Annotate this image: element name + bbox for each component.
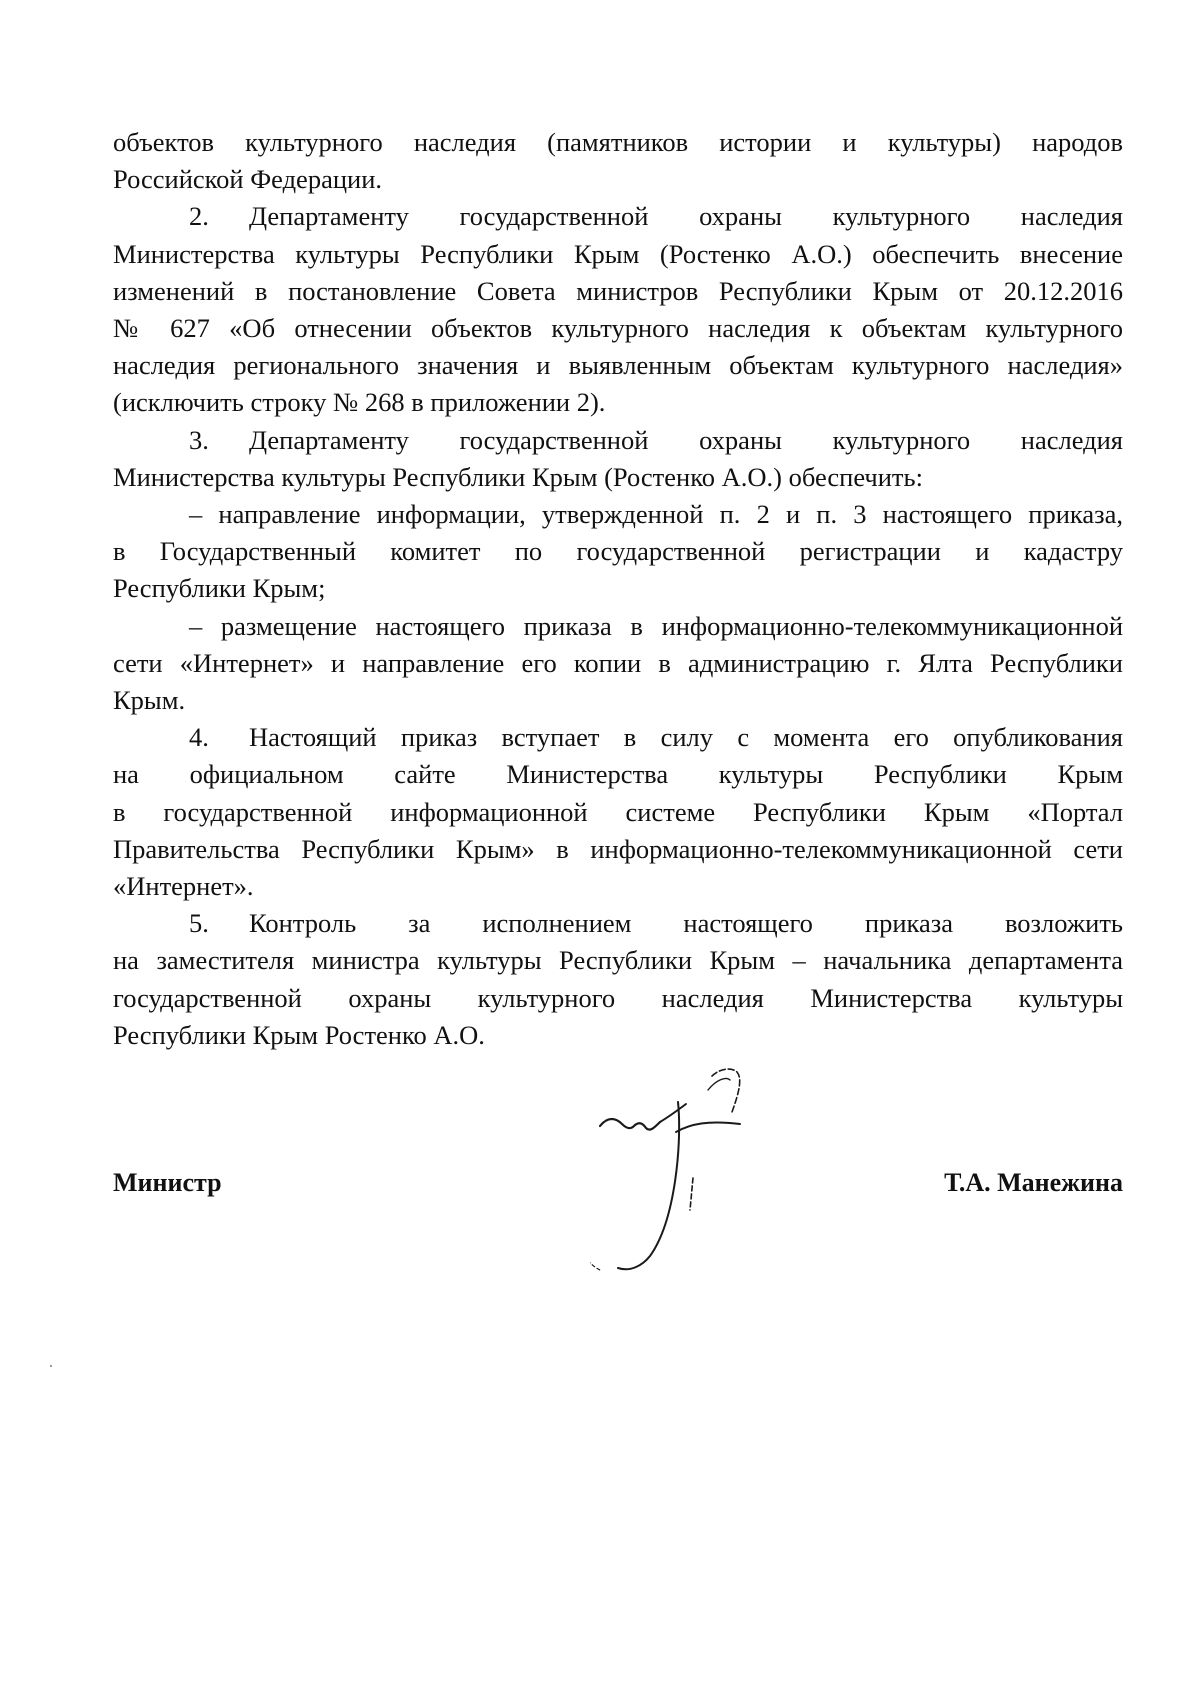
text-line [113, 347, 1123, 384]
text-line [113, 236, 1123, 273]
line-text: Департаменту государственной охраны культурного наследия [249, 201, 1123, 232]
line-text: изменений в постановление Совета министров Республики Крым от 20.12.2016 [113, 275, 1123, 306]
text-line [113, 198, 1123, 235]
line-text: Крым. [113, 685, 186, 716]
text-line [113, 868, 1123, 905]
text-line [113, 794, 1123, 831]
line-text: Правительства Республики Крым» в информационно-телекоммуникационной сети [113, 833, 1123, 864]
line-text: – размещение настоящего приказа в информационно-телекоммуникационной [189, 610, 1123, 641]
text-line [113, 384, 1123, 421]
text-line [113, 161, 1123, 198]
text-line [113, 608, 1123, 645]
text-line [113, 273, 1123, 310]
text-line [113, 422, 1123, 459]
line-text: (исключить строку № 268 в приложении 2). [113, 387, 606, 418]
signatory-title: Министр [113, 1168, 222, 1197]
order-body-text [113, 124, 1123, 1054]
line-text: Республики Крым Ростенко А.О. [113, 1019, 485, 1050]
scan-speck [50, 1365, 52, 1367]
line-text: № 627 «Об отнесении объектов культурного наследия к объектам культурного [113, 313, 1123, 344]
line-text: на официальном сайте Министерства культуры Республики Крым [113, 759, 1123, 790]
line-text: Российской Федерации. [113, 164, 382, 195]
line-text: государственной охраны культурного наследия Министерства культуры [113, 982, 1123, 1013]
line-text: «Интернет». [113, 871, 254, 902]
line-text: – направление информации, утвержденной п. 2 и п. 3 настоящего приказа, [189, 499, 1123, 530]
item-number: 2. [189, 201, 209, 232]
line-text: наследия регионального значения и выявленным объектам культурного наследия» [113, 350, 1123, 381]
text-line [113, 905, 1123, 942]
item-number: 4. [189, 722, 209, 753]
line-text: Министерства культуры Республики Крым (Ростенко А.О.) обеспечить: [113, 461, 923, 492]
line-text: объектов культурного наследия (памятников истории и культуры) народов [113, 127, 1123, 157]
text-line [113, 310, 1123, 347]
line-text: в государственной информационной системе Республики Крым «Портал [113, 796, 1123, 827]
text-line [113, 831, 1123, 868]
line-text: Республики Крым; [113, 573, 326, 604]
signatory-name: Т.А. Манежина [944, 1168, 1123, 1197]
line-text: Департаменту государственной охраны культурного наследия [249, 424, 1123, 455]
text-line [113, 719, 1123, 756]
item-number: 3. [189, 424, 209, 455]
item-number: 5. [189, 908, 209, 939]
line-text: Министерства культуры Республики Крым (Ростенко А.О.) обеспечить внесение [113, 238, 1123, 269]
text-line [113, 124, 1123, 161]
line-text: Контроль за исполнением настоящего приказа возложить [249, 908, 1123, 939]
line-text: Настоящий приказ вступает в силу с момента его опубликования [249, 722, 1123, 753]
text-line [113, 682, 1123, 719]
text-line [113, 645, 1123, 682]
text-line [113, 1017, 1123, 1054]
text-line [113, 459, 1123, 496]
line-text: сети «Интернет» и направление его копии в администрацию г. Ялта Республики [113, 647, 1123, 678]
text-line [113, 942, 1123, 979]
text-line [113, 496, 1123, 533]
text-line [113, 570, 1123, 607]
text-line [113, 980, 1123, 1017]
handwritten-signature [590, 1050, 830, 1330]
line-text: в Государственный комитет по государственной регистрации и кадастру [113, 536, 1123, 567]
text-line [113, 533, 1123, 570]
line-text: на заместителя министра культуры Республики Крым – начальника департамента [113, 945, 1123, 976]
text-line [113, 756, 1123, 793]
